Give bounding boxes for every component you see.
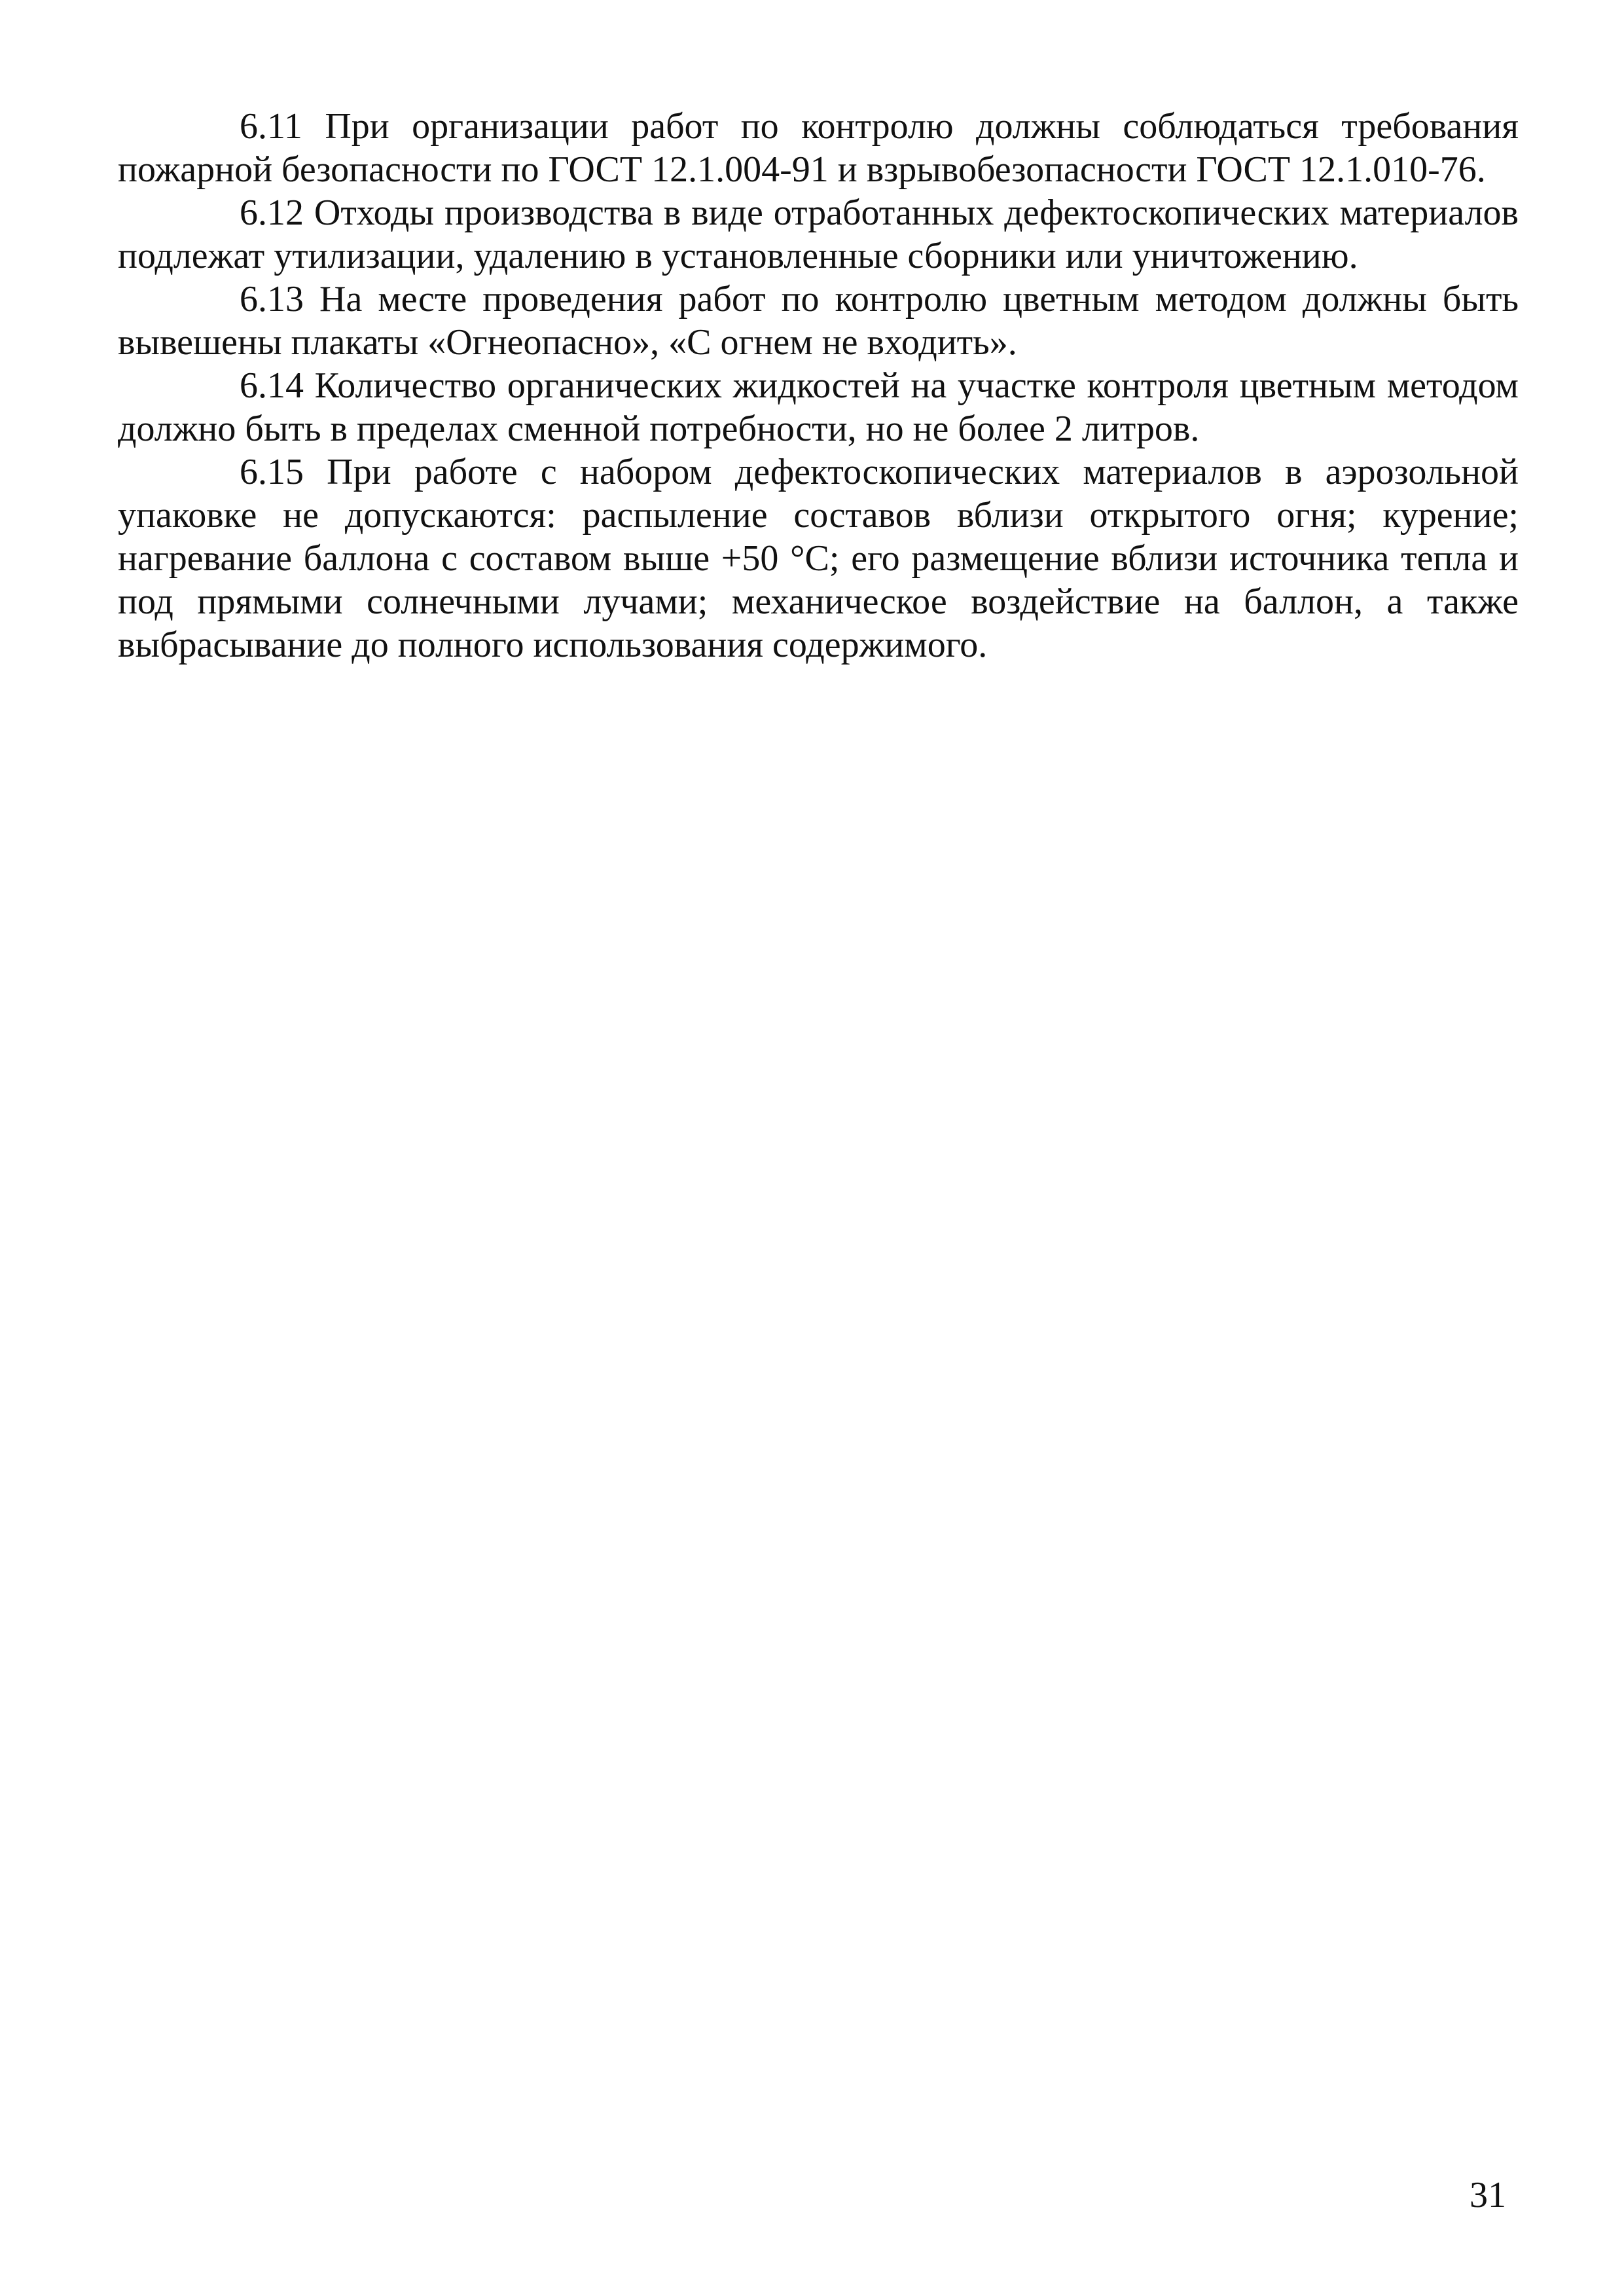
paragraph-6-14: 6.14 Количество органических жидкостей на участке контроля цветным методом должно быть в пределах сменной потребности, но не более 2 литров. <box>118 365 1519 449</box>
paragraph-6-13: 6.13 На месте проведения работ по контролю цветным методом должны быть вывешены плакаты «Огнеопасно», «С огнем не входить». <box>118 279 1519 363</box>
paragraph-6-15: 6.15 При работе с набором дефектоскопических материалов в аэрозольной упаковке не допускаются: распыление составов вблизи открытого огня; курение; нагревание баллона с составом выше +50 °С; его размещение вблизи источника тепла и под прямыми солнечными лучами; механическое воздействие на баллон, а также выбрасывание до полного использования содержимого. <box>118 452 1519 665</box>
page-number: 31 <box>1470 2175 1506 2215</box>
body-text <box>118 105 1519 666</box>
paragraph-6-12: 6.12 Отходы производства в виде отработанных дефектоскопических материалов подлежат утилизации, удалению в установленные сборники или уничтожению. <box>118 192 1519 276</box>
paragraph-6-11: 6.11 При организации работ по контролю должны соблюдаться требования пожарной безопасности по ГОСТ 12.1.004-91 и взрывобезопасности ГОСТ 12.1.010-76. <box>118 106 1519 190</box>
